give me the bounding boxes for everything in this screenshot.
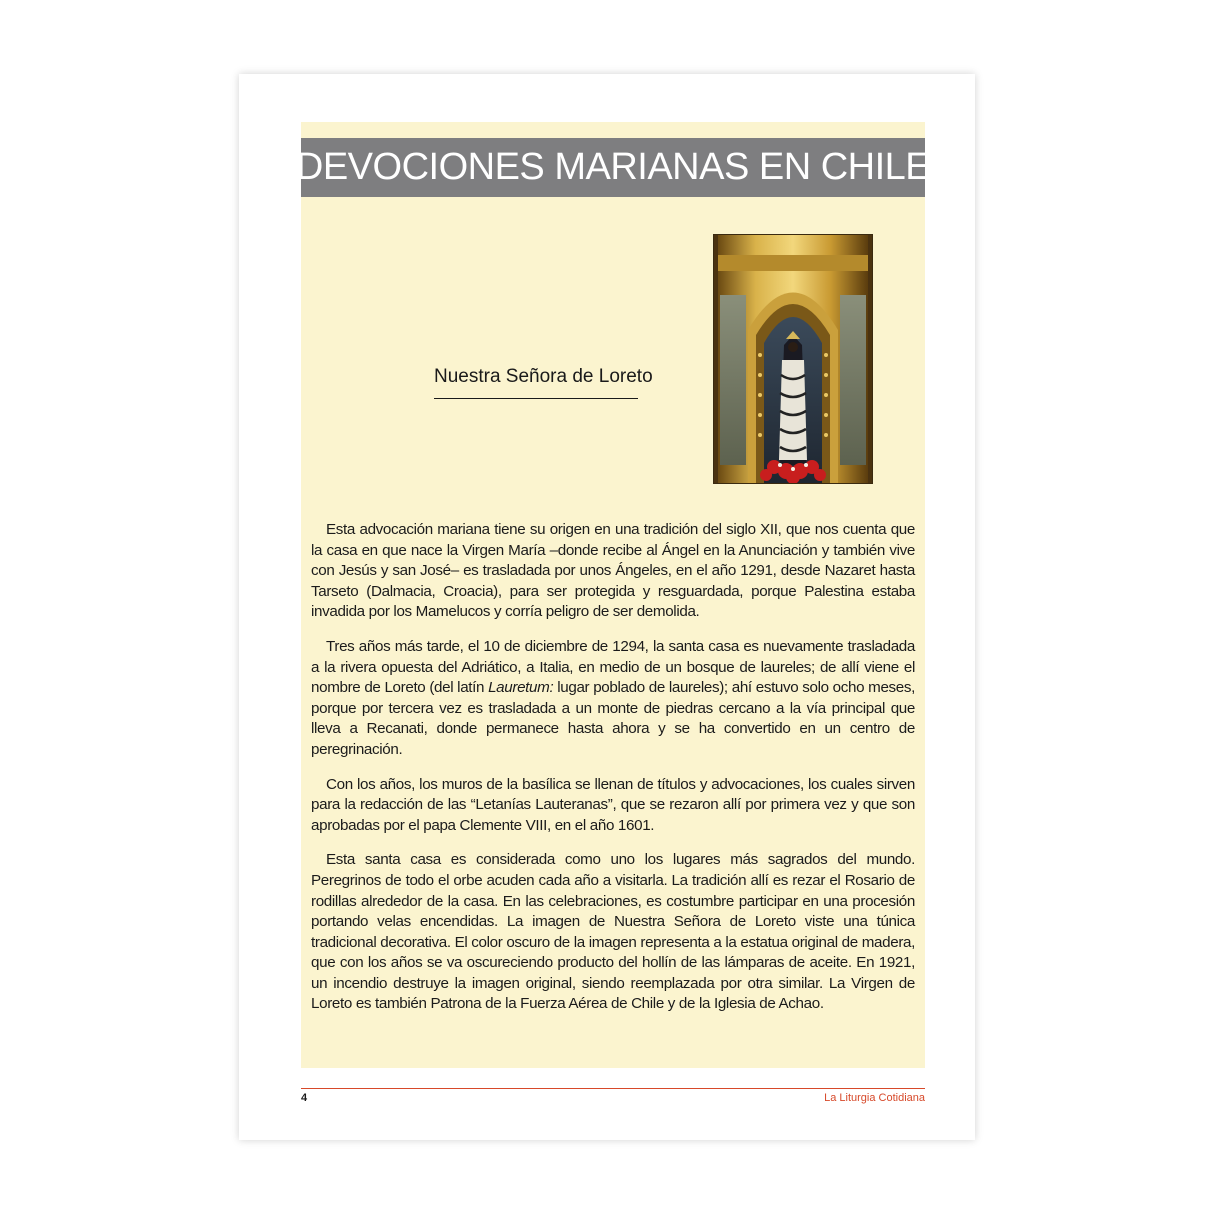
altar-image — [714, 235, 872, 483]
latin-term: Lauretum: — [488, 679, 554, 697]
article-paragraph-2: Tres años más tarde, el 10 de diciembre de 1294, la santa casa es nuevamente trasladada a la rivera opuesta del Adriático, a Italia, en medio de un bosque de laureles; de allí viene el nombre de Loreto (del latín Lauretum: lugar poblado de laureles); ahí estuvo solo ocho meses, porque por tercera vez es trasladada a un monte de piedras cercano a la vía principal que lleva a Recanati, donde permanece hasta ahora y se ha convertido en un centro de peregrinación. — [311, 637, 915, 758]
article-body — [311, 520, 915, 1029]
publication-name: La Liturgia Cotidiana — [824, 1092, 925, 1104]
footer-divider — [301, 1088, 925, 1089]
content-panel — [295, 122, 931, 1068]
article-subtitle: Nuestra Señora de Loreto — [434, 366, 653, 387]
article-paragraph-4: Esta santa casa es considerada como uno los lugares más sagrados del mundo. Peregrinos de todo el orbe acuden cada año a visitarla. La tradición allí es rezar el Rosario de rodillas alrededor de la casa. En las celebraciones, es costumbre participar en una procesión portando velas encendidas. La imagen de Nuestra Señora de Loreto viste una túnica tradicional decorativa. El color oscuro de la imagen representa a la estatua original de madera, que con los años se va oscureciendo producto del hollín de las lámparas de aceite. En 1921, un incendio destruye la imagen original, siendo reemplazada por otra similar. La Virgen de Loreto es también Patrona de la Fuerza Aérea de Chile y de la Iglesia de Achao. — [311, 851, 915, 1013]
article-paragraph-1: Esta advocación mariana tiene su origen en una tradición del siglo XII, que nos cuenta que la casa en que nace la Virgen María –donde recibe al Ángel en la Anunciación y también vive con Jesús y san José– es trasladada por unos Ángeles, en el año 1291, desde Nazaret hasta Tarseto (Dalmacia, Croacia), para ser protegida y resguardada, porque Palestina estaba invadida por los Mamelucos y corría peligro de ser demolida. — [311, 521, 915, 621]
subtitle-underline — [434, 398, 638, 399]
title-bar — [295, 138, 931, 197]
page-number: 4 — [301, 1092, 308, 1104]
document-page — [239, 74, 975, 1140]
page-title: DEVOCIONES MARIANAS EN CHILE — [295, 146, 931, 188]
virgin-of-loreto-photo — [713, 234, 873, 484]
article-paragraph-3: Con los años, los muros de la basílica se llenan de títulos y advocaciones, los cuales sirven para la redacción de las “Letanías Lauteranas”, que se rezaron allí por primera vez y que son aprobadas por el papa Clemente VIII, en el año 1601. — [311, 775, 915, 834]
